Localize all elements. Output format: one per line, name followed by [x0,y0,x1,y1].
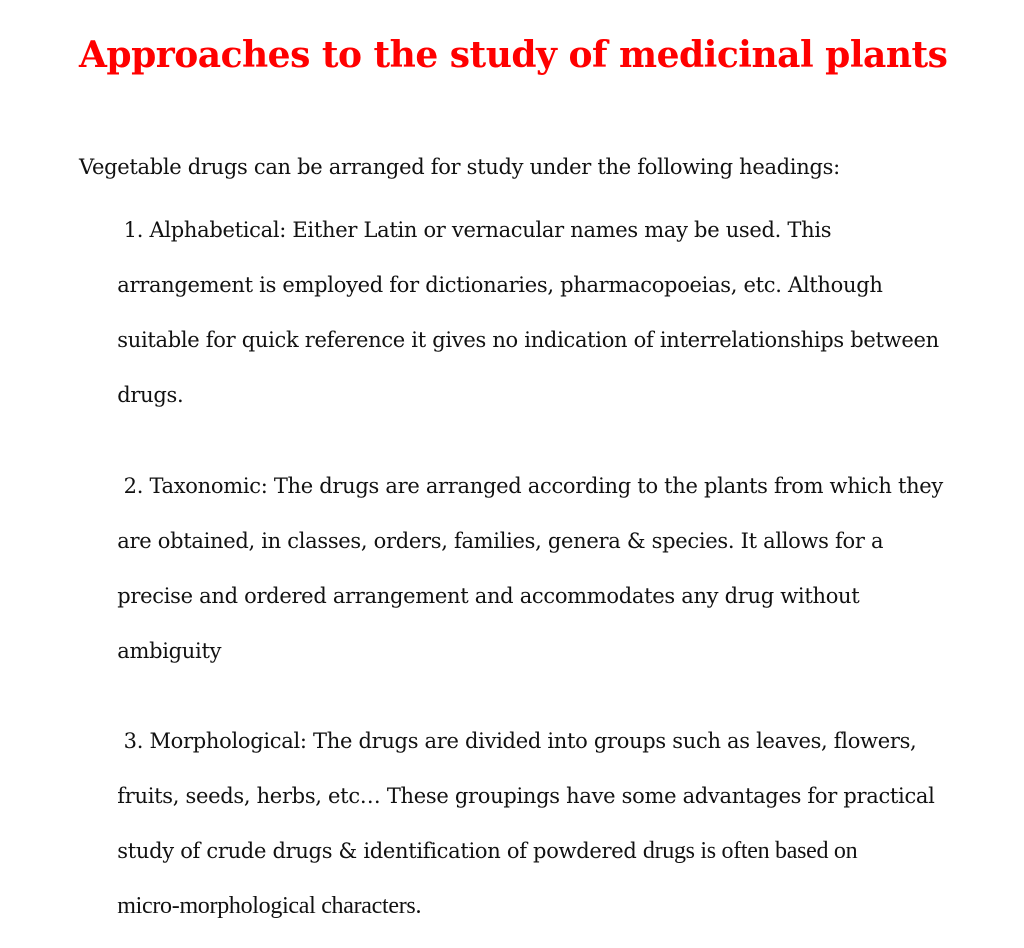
item-line: 2. Taxonomic: The drugs are arranged according to the plants from which they [117,474,943,498]
item-line: precise and ordered arrangement and accommodates any drug without [117,584,859,608]
item-line: suitable for quick reference it gives no indication of interrelationships between [117,328,939,352]
item-line: ambiguity [117,639,221,663]
item-line: micro-morphological characters. [117,893,421,919]
item-line: are obtained, in classes, orders, families, genera & species. It allows for a [117,529,883,553]
item-line: 3. Morphological: The drugs are divided into groups such as leaves, flowers, [117,729,916,753]
item-line: study of crude drugs & identification of powdered [117,839,643,863]
item-line: fruits, seeds, herbs, etc… These groupings have some advantages for practical [117,784,934,808]
item-line-tail: drugs is often based on [643,838,857,864]
slide-body [79,154,969,948]
list-item-morphological [79,701,969,948]
item-line: drugs. [117,383,183,407]
intro-paragraph: Vegetable drugs can be arranged for study under the following headings: [79,154,969,182]
list-item-taxonomic [79,445,969,693]
item-line: arrangement is employed for dictionaries, pharmacopoeias, etc. Although [117,273,882,297]
list-item-alphabetical [79,190,969,438]
slide-title: Approaches to the study of medicinal plants [79,34,947,76]
item-line: 1. Alphabetical: Either Latin or vernacular names may be used. This [117,218,831,242]
